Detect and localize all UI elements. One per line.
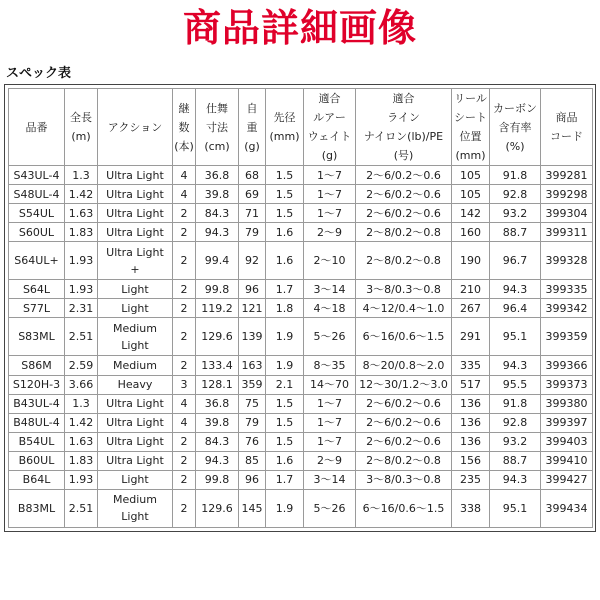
table-row [9,185,593,204]
cell-product-number: S86M [9,356,65,375]
cell-lure-weight: 1～7 [304,394,356,413]
cell-product-number: S64UL+ [9,242,65,280]
cell-carbon-content: 96.4 [490,299,541,318]
table-row [9,470,593,489]
cell-product-code: 399397 [541,413,593,432]
cell-product-number: B83ML [9,489,65,527]
cell-lure-weight: 1～7 [304,413,356,432]
cell-lure-weight: 1～7 [304,166,356,185]
cell-closed-length: 84.3 [196,432,239,451]
column-header-action: アクション [98,89,173,166]
cell-carbon-content: 94.3 [490,356,541,375]
column-header-line-rating: 適合 ライン ナイロン(lb)/PE (号) [356,89,452,166]
cell-closed-length: 133.4 [196,356,239,375]
cell-tip-diameter: 1.9 [266,356,304,375]
cell-pieces: 2 [173,356,196,375]
cell-pieces: 4 [173,413,196,432]
cell-product-number: B64L [9,470,65,489]
cell-product-code: 399403 [541,432,593,451]
cell-product-code: 399373 [541,375,593,394]
cell-total-length: 2.51 [65,489,98,527]
cell-closed-length: 39.8 [196,413,239,432]
cell-action: Medium Light [98,318,173,356]
cell-closed-length: 99.8 [196,280,239,299]
cell-tip-diameter: 1.9 [266,318,304,356]
cell-lure-weight: 8～35 [304,356,356,375]
cell-action: Ultra Light [98,223,173,242]
cell-lure-weight: 1～7 [304,432,356,451]
cell-product-code: 399366 [541,356,593,375]
cell-tip-diameter: 1.7 [266,470,304,489]
cell-weight: 79 [239,223,266,242]
cell-line-rating: 3～8/0.3～0.8 [356,470,452,489]
table-row [9,204,593,223]
cell-carbon-content: 88.7 [490,451,541,470]
table-row [9,242,593,280]
cell-product-code: 399359 [541,318,593,356]
cell-pieces: 2 [173,470,196,489]
table-row [9,299,593,318]
column-header-product-number: 品番 [9,89,65,166]
cell-reel-seat-position: 190 [452,242,490,280]
cell-product-number: S83ML [9,318,65,356]
cell-carbon-content: 95.1 [490,318,541,356]
cell-tip-diameter: 1.9 [266,489,304,527]
cell-pieces: 4 [173,394,196,413]
spec-table-label: スペック表 [6,66,72,81]
table-row [9,356,593,375]
cell-pieces: 2 [173,242,196,280]
cell-product-number: S64L [9,280,65,299]
cell-line-rating: 4～12/0.4～1.0 [356,299,452,318]
cell-pieces: 2 [173,489,196,527]
cell-reel-seat-position: 105 [452,185,490,204]
cell-lure-weight: 1～7 [304,185,356,204]
cell-tip-diameter: 1.8 [266,299,304,318]
cell-total-length: 2.59 [65,356,98,375]
cell-pieces: 4 [173,166,196,185]
cell-lure-weight: 2～9 [304,451,356,470]
cell-total-length: 1.63 [65,432,98,451]
cell-pieces: 2 [173,451,196,470]
cell-lure-weight: 5～26 [304,489,356,527]
cell-reel-seat-position: 136 [452,413,490,432]
table-header-row [9,89,593,166]
cell-product-code: 399410 [541,451,593,470]
cell-reel-seat-position: 517 [452,375,490,394]
cell-reel-seat-position: 136 [452,394,490,413]
cell-action: Medium [98,356,173,375]
column-header-tip-diameter: 先径 (mm) [266,89,304,166]
cell-closed-length: 39.8 [196,185,239,204]
cell-tip-diameter: 1.5 [266,413,304,432]
cell-tip-diameter: 2.1 [266,375,304,394]
cell-weight: 68 [239,166,266,185]
cell-reel-seat-position: 335 [452,356,490,375]
table-row [9,451,593,470]
cell-weight: 76 [239,432,266,451]
cell-product-code: 399434 [541,489,593,527]
cell-product-code: 399328 [541,242,593,280]
cell-product-number: S120H-3 [9,375,65,394]
table-row [9,375,593,394]
cell-total-length: 1.3 [65,394,98,413]
cell-lure-weight: 14～70 [304,375,356,394]
cell-carbon-content: 93.2 [490,432,541,451]
table-row [9,166,593,185]
cell-reel-seat-position: 235 [452,470,490,489]
table-row [9,318,593,356]
cell-line-rating: 2～6/0.2～0.6 [356,432,452,451]
cell-lure-weight: 2～9 [304,223,356,242]
cell-pieces: 2 [173,318,196,356]
spec-table-frame [4,84,596,532]
cell-tip-diameter: 1.5 [266,185,304,204]
cell-closed-length: 129.6 [196,489,239,527]
table-row [9,413,593,432]
cell-closed-length: 94.3 [196,451,239,470]
cell-product-number: S43UL-4 [9,166,65,185]
cell-carbon-content: 91.8 [490,166,541,185]
cell-carbon-content: 96.7 [490,242,541,280]
cell-action: Medium Light [98,489,173,527]
column-header-product-code: 商品 コード [541,89,593,166]
cell-carbon-content: 93.2 [490,204,541,223]
table-row [9,489,593,527]
cell-lure-weight: 3～14 [304,470,356,489]
cell-pieces: 4 [173,185,196,204]
cell-line-rating: 2～6/0.2～0.6 [356,204,452,223]
cell-action: Ultra Light [98,451,173,470]
cell-lure-weight: 4～18 [304,299,356,318]
cell-weight: 69 [239,185,266,204]
page-title: 商品詳細画像 [182,6,417,50]
column-header-weight: 自 重 (g) [239,89,266,166]
cell-weight: 75 [239,394,266,413]
cell-product-code: 399311 [541,223,593,242]
cell-tip-diameter: 1.6 [266,242,304,280]
cell-weight: 145 [239,489,266,527]
spec-table [8,88,593,528]
cell-carbon-content: 94.3 [490,470,541,489]
cell-product-code: 399335 [541,280,593,299]
cell-total-length: 1.42 [65,185,98,204]
cell-carbon-content: 91.8 [490,394,541,413]
cell-line-rating: 2～8/0.2～0.8 [356,451,452,470]
cell-tip-diameter: 1.6 [266,451,304,470]
cell-weight: 139 [239,318,266,356]
cell-action: Ultra Light [98,166,173,185]
cell-closed-length: 99.8 [196,470,239,489]
cell-product-number: B48UL-4 [9,413,65,432]
cell-line-rating: 2～8/0.2～0.8 [356,223,452,242]
cell-product-number: B43UL-4 [9,394,65,413]
cell-line-rating: 8～20/0.8～2.0 [356,356,452,375]
cell-closed-length: 128.1 [196,375,239,394]
cell-reel-seat-position: 142 [452,204,490,223]
cell-total-length: 1.3 [65,166,98,185]
cell-weight: 92 [239,242,266,280]
cell-carbon-content: 95.1 [490,489,541,527]
cell-line-rating: 6～16/0.6～1.5 [356,489,452,527]
cell-product-number: S77L [9,299,65,318]
cell-product-code: 399427 [541,470,593,489]
cell-total-length: 1.42 [65,413,98,432]
cell-reel-seat-position: 105 [452,166,490,185]
cell-closed-length: 119.2 [196,299,239,318]
cell-reel-seat-position: 160 [452,223,490,242]
cell-pieces: 2 [173,204,196,223]
cell-pieces: 3 [173,375,196,394]
cell-reel-seat-position: 156 [452,451,490,470]
cell-tip-diameter: 1.5 [266,394,304,413]
cell-pieces: 2 [173,299,196,318]
cell-product-code: 399342 [541,299,593,318]
cell-line-rating: 12～30/1.2～3.0 [356,375,452,394]
cell-product-number: S54UL [9,204,65,223]
cell-action: Light [98,470,173,489]
cell-action: Light [98,299,173,318]
cell-total-length: 1.83 [65,451,98,470]
cell-closed-length: 36.8 [196,166,239,185]
cell-weight: 359 [239,375,266,394]
cell-lure-weight: 5～26 [304,318,356,356]
cell-lure-weight: 2～10 [304,242,356,280]
cell-product-number: S60UL [9,223,65,242]
column-header-closed-length: 仕舞 寸法 (cm) [196,89,239,166]
cell-reel-seat-position: 338 [452,489,490,527]
cell-product-number: B54UL [9,432,65,451]
cell-line-rating: 6～16/0.6～1.5 [356,318,452,356]
cell-total-length: 1.63 [65,204,98,223]
cell-total-length: 1.93 [65,280,98,299]
cell-reel-seat-position: 210 [452,280,490,299]
cell-tip-diameter: 1.6 [266,223,304,242]
cell-reel-seat-position: 267 [452,299,490,318]
cell-weight: 71 [239,204,266,223]
cell-line-rating: 2～6/0.2～0.6 [356,394,452,413]
cell-product-number: B60UL [9,451,65,470]
cell-total-length: 2.51 [65,318,98,356]
cell-line-rating: 3～8/0.3～0.8 [356,280,452,299]
cell-carbon-content: 92.8 [490,185,541,204]
cell-product-number: S48UL-4 [9,185,65,204]
cell-tip-diameter: 1.5 [266,166,304,185]
table-row [9,394,593,413]
cell-action: Ultra Light [98,413,173,432]
cell-action: Ultra Light [98,185,173,204]
cell-product-code: 399281 [541,166,593,185]
cell-closed-length: 36.8 [196,394,239,413]
column-header-lure-weight: 適合 ルアー ウェイト (g) [304,89,356,166]
cell-carbon-content: 92.8 [490,413,541,432]
cell-weight: 121 [239,299,266,318]
table-row [9,280,593,299]
cell-line-rating: 2～8/0.2～0.8 [356,242,452,280]
cell-weight: 163 [239,356,266,375]
cell-line-rating: 2～6/0.2～0.6 [356,185,452,204]
table-row [9,432,593,451]
cell-tip-diameter: 1.7 [266,280,304,299]
cell-total-length: 1.93 [65,242,98,280]
cell-action: Ultra Light [98,432,173,451]
cell-total-length: 3.66 [65,375,98,394]
cell-weight: 96 [239,470,266,489]
cell-total-length: 2.31 [65,299,98,318]
table-row [9,223,593,242]
cell-pieces: 2 [173,280,196,299]
column-header-pieces: 継 数 (本) [173,89,196,166]
cell-action: Heavy [98,375,173,394]
cell-closed-length: 84.3 [196,204,239,223]
column-header-total-length: 全長 (m) [65,89,98,166]
cell-carbon-content: 94.3 [490,280,541,299]
cell-total-length: 1.93 [65,470,98,489]
cell-pieces: 2 [173,432,196,451]
cell-action: Ultra Light [98,394,173,413]
cell-tip-diameter: 1.5 [266,204,304,223]
cell-action: Light [98,280,173,299]
cell-closed-length: 94.3 [196,223,239,242]
cell-weight: 96 [239,280,266,299]
cell-line-rating: 2～6/0.2～0.6 [356,166,452,185]
column-header-reel-seat-position: リール シート 位置 (mm) [452,89,490,166]
table-body [9,166,593,528]
cell-total-length: 1.83 [65,223,98,242]
cell-weight: 85 [239,451,266,470]
cell-lure-weight: 1～7 [304,204,356,223]
cell-product-code: 399380 [541,394,593,413]
cell-closed-length: 99.4 [196,242,239,280]
cell-carbon-content: 88.7 [490,223,541,242]
cell-pieces: 2 [173,223,196,242]
cell-action: Ultra Light + [98,242,173,280]
cell-product-code: 399304 [541,204,593,223]
cell-tip-diameter: 1.5 [266,432,304,451]
cell-action: Ultra Light [98,204,173,223]
cell-lure-weight: 3～14 [304,280,356,299]
cell-reel-seat-position: 291 [452,318,490,356]
cell-closed-length: 129.6 [196,318,239,356]
cell-carbon-content: 95.5 [490,375,541,394]
cell-weight: 79 [239,413,266,432]
cell-product-code: 399298 [541,185,593,204]
cell-reel-seat-position: 136 [452,432,490,451]
cell-line-rating: 2～6/0.2～0.6 [356,413,452,432]
column-header-carbon-content: カーボン 含有率 (%) [490,89,541,166]
